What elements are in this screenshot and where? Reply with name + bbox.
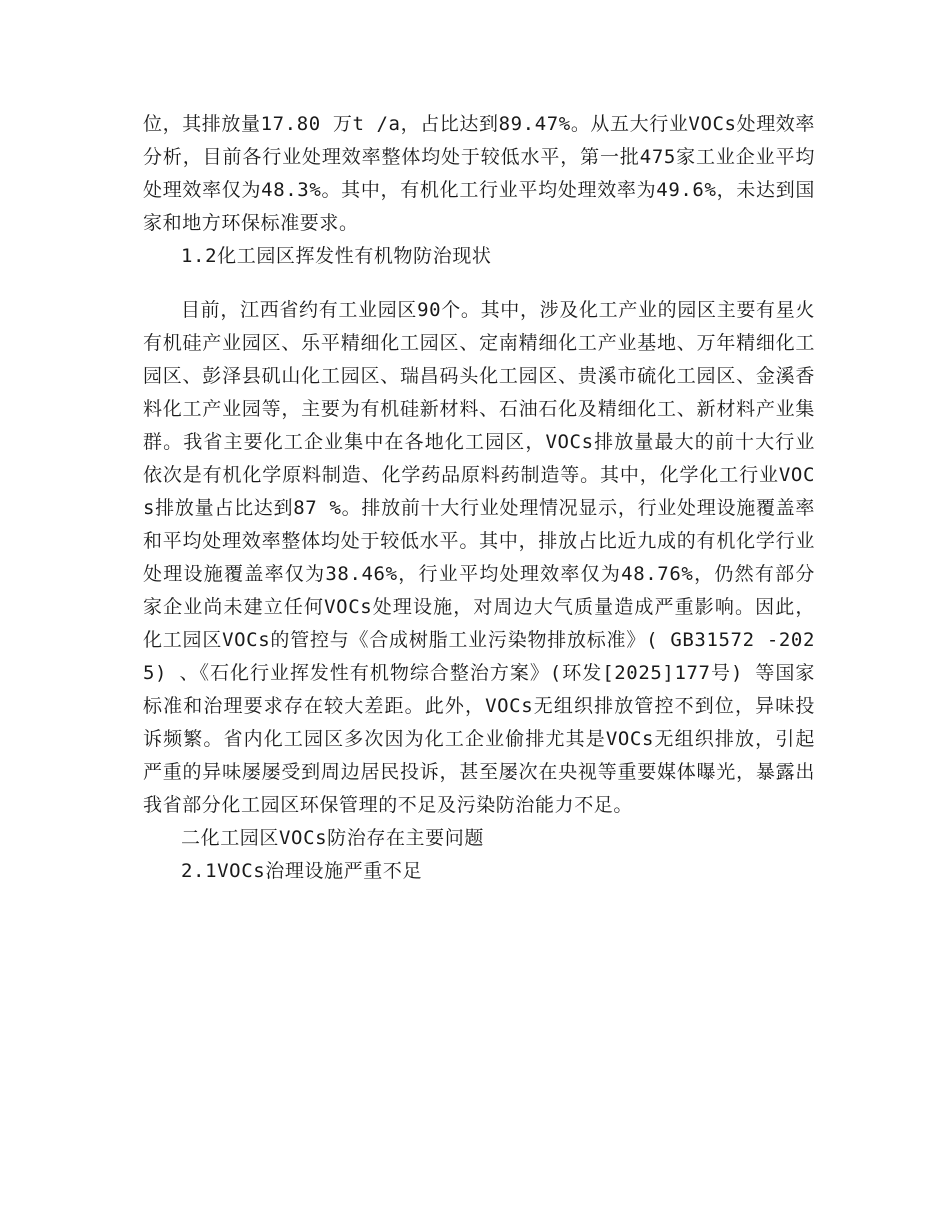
document-body: [143, 108, 815, 888]
section-heading-1-2: 1.2化工园区挥发性有机物防治现状: [181, 245, 492, 267]
paragraph-park-status: 目前，江西省约有工业园区90个。其中，涉及化工产业的园区主要有星火有机硅产业园区、乐平精细化工园区、定南精细化工产业基地、万年精细化工园区、彭泽县矶山化工园区、瑞昌码头化工园区、贵溪市硫化工园区、金溪香料化工产业园等，主要为有机硅新材料、石油石化及精细化工、新材料产业集群。我省主要化工企业集中在各地化工园区，VOCs排放量最大的前十大行业依次是有机化学原料制造、化学药品原料药制造等。其中，化学化工行业VOCs排放量占比达到87 %。排放前十大行业处理情况显示，行业处理设施覆盖率和平均处理效率整体均处于较低水平。其中，排放占比近九成的有机化学行业处理设施覆盖率仅为38.46%，行业平均处理效率仅为48.76%，仍然有部分家企业尚未建立任何VOCs处理设施，对周边大气质量造成严重影响。因此，化工园区VOCs的管控与《合成树脂工业污染物排放标准》( GB31572 -2025) 、《石化行业挥发性有机物综合整治方案》(环发[2025]177号) 等国家标准和治理要求存在较大差距。此外，VOCs无组织排放管控不到位，异味投诉频繁。省内化工园区多次因为化工企业偷排尤其是VOCs无组织排放，引起严重的异味屡屡受到周边居民投诉，甚至屡次在央视等重要媒体曝光，暴露出我省部分化工园区环保管理的不足及污染防治能力不足。: [143, 299, 815, 816]
paragraph-emissions-efficiency: 位，其排放量17.80 万t /a，占比达到89.47%。从五大行业VOCs处理效率分析，目前各行业处理效率整体均处于较低水平，第一批475家工业企业平均处理效率仅为48.3%。其中，有机化工行业平均处理效率为49.6%，未达到国家和地方环保标准要求。: [143, 113, 815, 234]
section-heading-2-1: 2.1VOCs治理设施严重不足: [181, 860, 423, 882]
section-heading-2: 二化工园区VOCs防治存在主要问题: [181, 827, 484, 849]
